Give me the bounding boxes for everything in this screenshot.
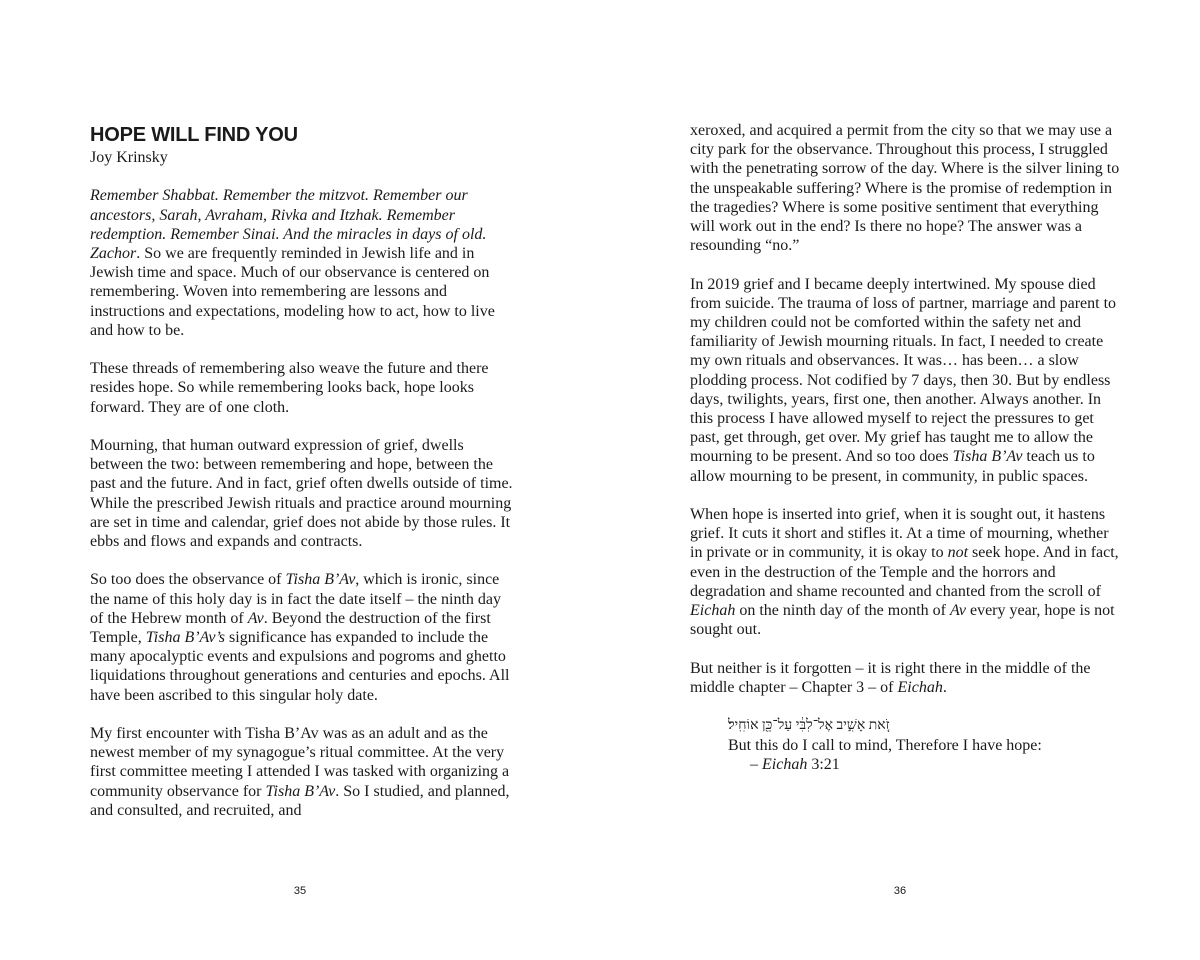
paragraph-5-text-a: My first encounter with Tisha B’Av was as an adult and as the newest member of my synagogue’s ritual committee. At the very first committee meeting I attended I was tasked with organizing a community observance for: [90, 725, 510, 800]
verse-citation: [690, 755, 1120, 774]
author-name: Joy Krinsky: [90, 149, 168, 166]
paragraph-4-italic-b: Tisha B’Av: [285, 571, 356, 589]
left-text-column: [90, 122, 515, 839]
paragraph-8: [690, 505, 1120, 639]
paragraph-5-text-c: . So I studied, and planned, and consulted, and recruited, and: [90, 782, 510, 819]
paragraph-8-text-a: When hope is inserted into grief, when it is sought out, it hastens grief. It cuts it short and stifles it. At a time of mourning, whether in private or in community, it is okay to: [690, 506, 1109, 562]
paragraph-9-text-c: .: [942, 678, 947, 696]
right-page: [600, 0, 1200, 960]
paragraph-8-italic-f: Av: [949, 602, 966, 620]
paragraph-4: [90, 570, 515, 704]
paragraph-4-text-a: So too does the observance of: [90, 571, 286, 589]
paragraph-4-text-g: significance has expanded to include the many apocalyptic events and expulsions and pogroms and ghetto liquidations throughout generations and centuries and epochs. All have been ascribed to this singular holy date.: [90, 629, 510, 704]
hebrew-verse: זֹ֚את אָשִׁ֣יב אֶל־לִבִּ֔י עַל־כֵּ֖ן אוֹחִֽיל׃: [728, 718, 890, 734]
paragraph-3: Mourning, that human outward expression of grief, dwells between the two: between remembering and hope, between the past and the future. And in fact, grief often dwells outside of time. While the prescribed Jewish rituals and practice around mourning are set in time and calendar, grief does not abide by those rules. It ebbs and flows and expands and contracts.: [90, 437, 513, 551]
paragraph-8-text-c: seek hope. And in fact, even in the destruction of the Temple and the horrors and degradation and shame recounted and chanted from the scroll of: [690, 544, 1119, 600]
paragraph-9: [690, 659, 1120, 697]
paragraph-8-italic-d: Eichah: [690, 602, 736, 620]
paragraph-7-text-c: teach us to allow mourning to be present, in community, in public spaces.: [690, 448, 1095, 485]
paragraph-6: xeroxed, and acquired a permit from the city so that we may use a city park for the observance. Throughout this process, I struggled with the penetrating sorrow of the day. Where is the silver lining to the unspeakable suffering? Where is the promise of redemption in the tragedies? Where is some positive sentiment that everything will work out in the end? Is there no hope? The answer was a resounding “no.”: [690, 122, 1120, 255]
verse-translation: But this do I call to mind, Therefore I have hope:: [728, 737, 1042, 755]
paragraph-7: [690, 275, 1120, 486]
page-number-right: 36: [893, 885, 907, 897]
paragraph-4-italic-f: Tisha B’Av’s: [145, 629, 226, 647]
page-number-left: 35: [293, 885, 307, 897]
paragraph-7-text-a: In 2019 grief and I became deeply intertwined. My spouse died from suicide. The trauma of loss of partner, marriage and parent to my children could not be comforted within the safety net and familiarity of Jewish mourning rituals. In fact, I needed to create my own rituals and observances. It was… has been… a slow plodding process. Not codified by 7 days, then 30. But by endless days, twilights, years, first one, then another. Always another. In this process I have allowed myself to reject the pressures to get past, get through, get over. My grief has taught me to allow the mourning to be present. And so too does: [690, 275, 1117, 466]
paragraph-1-italic: Remember Shabbat. Remember the mitzvot. Remember our ancestors, Sarah, Avraham, Rivka and Itzhak. Remember redemption. Remember Sinai. And the miracles in days of old. Zachor: [90, 187, 487, 262]
citation-ref: 3:21: [807, 756, 840, 774]
paragraph-5-italic-b: Tisha B’Av: [265, 782, 336, 800]
paragraph-1: [90, 186, 515, 340]
paragraph-2: These threads of remembering also weave the future and there resides hope. So while remembering looks back, hope looks forward. They are of one cloth.: [90, 360, 489, 416]
paragraph-9-italic-b: Eichah: [897, 678, 943, 696]
paragraph-9-text-a: But neither is it forgotten – it is right there in the middle of the middle chapter – Chapter 3 – of: [690, 659, 1091, 696]
paragraph-4-italic-d: Av: [247, 609, 264, 627]
paragraph-4-text-e: . Beyond the destruction of the first Temple,: [90, 609, 491, 647]
paragraph-7-italic-b: Tisha B’Av: [952, 448, 1023, 466]
right-text-column: [690, 121, 1120, 775]
paragraph-4-text-c: , which is ironic, since the name of this holy day is in fact the date itself – the ninth day of the Hebrew month of: [90, 571, 502, 627]
citation-dash: –: [750, 756, 762, 774]
paragraph-1-text: . So we are frequently reminded in Jewish life and in Jewish time and space. Much of our observance is centered on remembering. Woven into remembering are lessons and instructions and expectations, modeling how to act, how to live and how to be.: [90, 245, 495, 339]
paragraph-8-text-e: on the ninth day of the month of: [735, 602, 950, 620]
citation-book: Eichah: [762, 756, 808, 774]
paragraph-5: [90, 724, 515, 820]
essay-title: HOPE WILL FIND YOU: [90, 124, 298, 146]
paragraph-8-italic-b: not: [947, 544, 969, 562]
paragraph-8-text-g: every year, hope is not sought out.: [690, 602, 1115, 639]
